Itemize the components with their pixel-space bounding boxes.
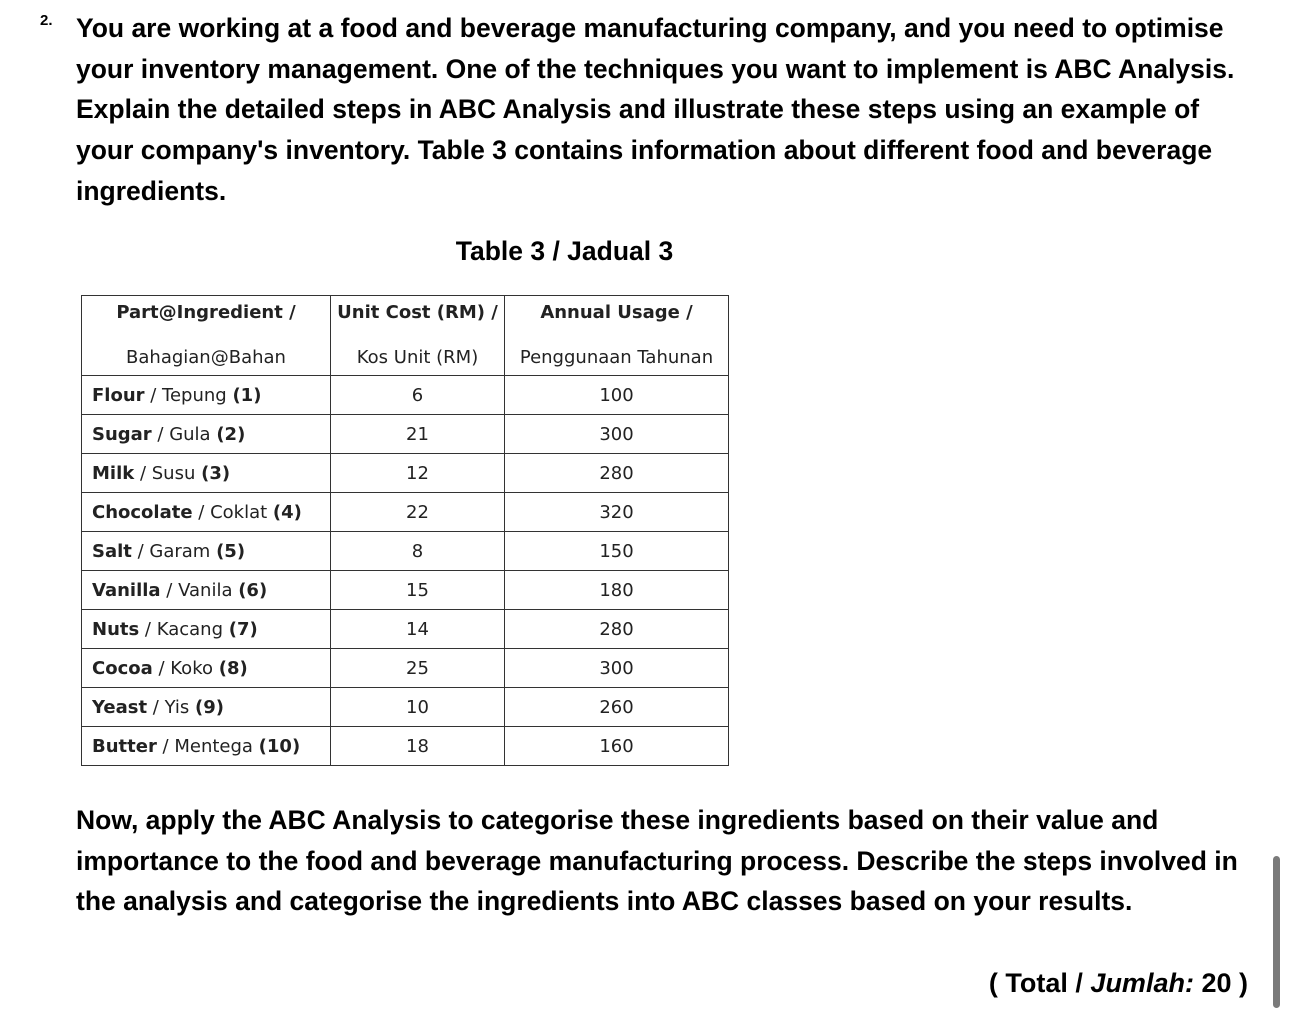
unit-cost-cell: 15: [331, 571, 505, 610]
table-row: [82, 610, 729, 649]
total-label-ms: Jumlah:: [1090, 968, 1194, 998]
unit-cost-cell: 8: [331, 532, 505, 571]
ingredient-cell: Butter / Mentega (10): [82, 727, 331, 766]
annual-usage-cell: 260: [505, 688, 729, 727]
ingredient-cell: Flour / Tepung (1): [82, 376, 331, 415]
header-unit-cost-en: Unit Cost (RM) /: [337, 301, 498, 323]
header-annual-usage-en: Annual Usage /: [540, 301, 693, 323]
table-row: [82, 532, 729, 571]
ingredient-cell: Chocolate / Coklat (4): [82, 493, 331, 532]
question-instruction: Now, apply the ABC Analysis to categorise these ingredients based on their value and importance to the food and beverage manufacturing process. Describe the steps involved in the analysis and categorise the ingredients into ABC classes based on your results.: [76, 805, 1238, 917]
ingredient-cell: Vanilla / Vanila (6): [82, 571, 331, 610]
annual-usage-cell: 280: [505, 610, 729, 649]
header-ingredient-en: Part@Ingredient /: [116, 301, 296, 323]
unit-cost-cell: 14: [331, 610, 505, 649]
vertical-scrollbar[interactable]: [1273, 856, 1280, 1008]
unit-cost-cell: 12: [331, 454, 505, 493]
annual-usage-cell: 100: [505, 376, 729, 415]
annual-usage-cell: 280: [505, 454, 729, 493]
table-row: [82, 649, 729, 688]
header-annual-usage: [505, 296, 729, 376]
table-row: [82, 571, 729, 610]
question-number: 2.: [40, 12, 53, 29]
annual-usage-cell: 150: [505, 532, 729, 571]
table-row: [82, 454, 729, 493]
table-caption: Table 3 / Jadual 3: [455, 236, 674, 266]
ingredient-cell: Yeast / Yis (9): [82, 688, 331, 727]
total-marks: [989, 964, 1248, 1002]
annual-usage-cell: 320: [505, 493, 729, 532]
header-annual-usage-ms: Penggunaan Tahunan: [519, 346, 714, 368]
total-prefix: ( Total /: [988, 968, 1091, 998]
ingredient-cell: Milk / Susu (3): [82, 454, 331, 493]
annual-usage-cell: 300: [505, 649, 729, 688]
annual-usage-cell: 300: [505, 415, 729, 454]
table-row: [82, 688, 729, 727]
table-header-row: [82, 296, 729, 376]
header-ingredient: [82, 296, 331, 376]
table-row: [82, 415, 729, 454]
annual-usage-cell: 160: [505, 727, 729, 766]
header-unit-cost-ms: Kos Unit (RM): [356, 346, 479, 368]
unit-cost-cell: 22: [331, 493, 505, 532]
table-row: [82, 727, 729, 766]
unit-cost-cell: 10: [331, 688, 505, 727]
table-row: [82, 376, 729, 415]
question-intro: You are working at a food and beverage manufacturing company, and you need to optimise your inventory management. One of the techniques you want to implement is ABC Analysis. Explain the detailed steps in ABC Analysis and illustrate these steps using an example of your company's inventory. Table 3 contains information about different food and beverage ingredients.: [76, 13, 1235, 206]
unit-cost-cell: 25: [331, 649, 505, 688]
annual-usage-cell: 180: [505, 571, 729, 610]
ingredient-cell: Sugar / Gula (2): [82, 415, 331, 454]
unit-cost-cell: 21: [331, 415, 505, 454]
unit-cost-cell: 18: [331, 727, 505, 766]
unit-cost-cell: 6: [331, 376, 505, 415]
header-ingredient-ms: Bahagian@Bahan: [126, 346, 286, 368]
ingredient-cell: Cocoa / Koko (8): [82, 649, 331, 688]
total-value: 20 ): [1201, 968, 1248, 998]
ingredient-cell: Salt / Garam (5): [82, 532, 331, 571]
header-unit-cost: [331, 296, 505, 376]
table-row: [82, 493, 729, 532]
ingredient-cell: Nuts / Kacang (7): [82, 610, 331, 649]
ingredients-table: [81, 295, 729, 766]
